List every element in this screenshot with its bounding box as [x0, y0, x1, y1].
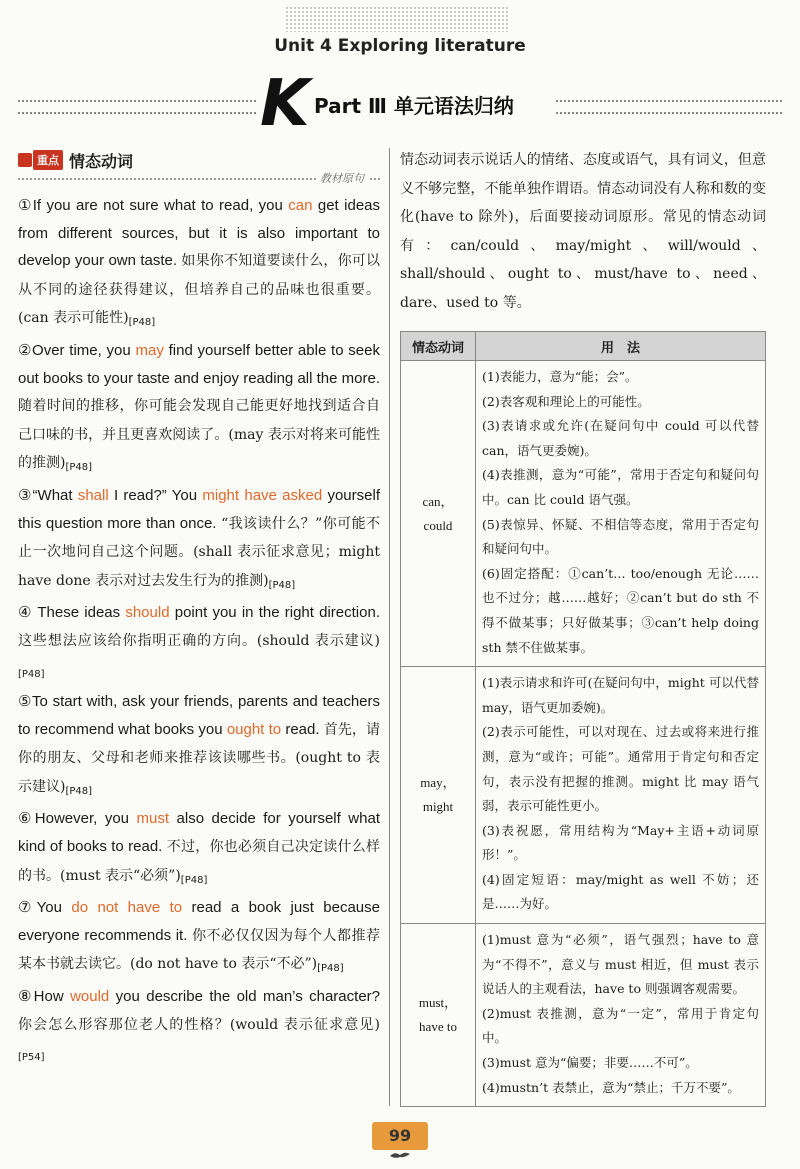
sentence-text: ⑤To start with, ask your friends, parents and teachers to recommend what books you — [18, 693, 380, 738]
verb-label: can， — [422, 493, 454, 509]
sentence-text: get ideas from different sources, but it is also important to develop your own taste. — [18, 197, 380, 270]
page-number: 99 — [372, 1122, 428, 1150]
sentence-text: read. — [281, 720, 324, 738]
example-item — [18, 192, 380, 337]
sentence-text: ③“What — [18, 486, 78, 504]
example-item — [18, 894, 380, 983]
page-ref: [P48] — [317, 963, 344, 975]
page-ref: [P48] — [180, 874, 208, 886]
page-ref: [P48] — [65, 785, 93, 797]
modal-highlight: should — [125, 604, 170, 622]
verb-label: could — [423, 517, 453, 533]
usage-item: (4)mustn’t 表禁止，意为“禁止；千万不要”。 — [482, 1079, 740, 1095]
right-column — [400, 146, 766, 1107]
sentence-text: I read?” You — [108, 486, 203, 504]
example-item — [18, 805, 380, 894]
usage-cell — [476, 667, 766, 924]
page-ref: [P48] — [65, 462, 93, 474]
sentence-text: also decide for yourself what kind of books to read. — [18, 810, 380, 856]
table-header-row — [401, 332, 766, 361]
table-row — [401, 361, 766, 667]
translation-text: 随着时间的推移，你可能会发现自己能更好地找到适合自己口味的书，并且更喜欢阅读了。(may 表示对将来可能性的推测) — [18, 398, 380, 472]
part-header — [18, 67, 782, 141]
usage-item: (1)表能力，意为“能；会”。 — [482, 369, 638, 384]
page-ref: [P48] — [18, 668, 45, 680]
verb-label: might — [422, 799, 454, 815]
modal-highlight: can — [288, 197, 313, 214]
page-ref: [P48] — [128, 317, 156, 329]
example-item — [18, 337, 380, 482]
translation-text: 你会怎么形容那位老人的性格？(would 表示征求意见) — [18, 1016, 380, 1033]
modal-highlight: may — [135, 341, 164, 359]
section-rule — [18, 172, 380, 185]
sentence-text: yourself this question more than once. — [18, 486, 380, 532]
example-item — [18, 688, 380, 805]
key-point-tag: 重点 — [33, 150, 63, 170]
part-letter-logo: K — [260, 67, 310, 141]
sentence-text: you describe the old man’s character? — [109, 988, 380, 1006]
sentence-text: ①If you are not sure what to read, you — [18, 197, 289, 214]
sentence-text: point you in the right direction. — [169, 604, 380, 622]
translation-text: 这些想法应该给你指明正确的方向。(should 表示建议) — [18, 632, 380, 649]
usage-item: (3)表请求或允许(在疑问句中 could 可以代替 can，语气更委婉)。 — [482, 418, 759, 458]
translation-text: 首先，请你的朋友、父母和老师来推荐该读哪些书。(ought to 表示建议) — [18, 721, 380, 795]
modal-highlight: ought to — [226, 720, 282, 738]
section-title: 情态动词 — [69, 151, 134, 171]
translation-text: 不过，你也必须自己决定读什么样的书。(must 表示“必须”) — [18, 839, 380, 884]
table-row — [401, 924, 766, 1107]
usage-item: (1)must 意为“必须”，语气强烈；have to 意为“不得不”，意义与 must 相近，但 must 表示说话人的主观看法，have to 则强调客观需要。 — [482, 932, 759, 997]
section-header — [18, 148, 380, 172]
usage-item: (6)固定搭配：①can’t… too/enough 无论……也不过分；越……越好；②can’t but do sth 不得不做某事；只好做某事；③can’t help doing sth 禁不住做某事。 — [482, 565, 759, 655]
translation-text: 如果你不知道要读什么，你可以从不同的途径获得建议，但培养自己的品味也很重要。(can 表示可能性) — [18, 253, 380, 327]
book-icon — [18, 153, 32, 167]
verb-cell — [401, 667, 476, 924]
usage-item: (2)表客观和理论上的可能性。 — [482, 393, 650, 409]
usage-item: (4)表推测，意为“可能”，常用于否定句和疑问句中。can 比 could 语气强。 — [482, 467, 759, 507]
part-title: Part Ⅲ 单元语法归纳 — [314, 94, 514, 118]
verb-label: must， — [418, 995, 458, 1011]
usage-item: (2)表示可能性，可以对现在、过去或将来进行推测，意为“或许；可能”。通常用于肯定句和否定句，表示没有把握的推测。might 比 may 语气弱，表示可能性更小。 — [482, 724, 759, 814]
usage-item: (5)表惊异、怀疑、不相信等态度，常用于否定句和疑问句中。 — [482, 516, 759, 557]
modal-highlight: shall — [77, 486, 109, 504]
sentence-text: ④ These ideas — [18, 604, 126, 622]
usage-item: (2)must 表推测，意为“一定”，常用于肯定句中。 — [482, 1005, 759, 1046]
example-item — [18, 482, 380, 599]
intro-paragraph: 情态动词表示说话人的情绪、态度或语气，具有词义，但意义不够完整，不能单独作谓语。情态动词没有人称和数的变化(have to 除外)，后面要接动词原形。常见的情态动词有：can/could、may/might、will/would、shall/should、ought to、must/have to、need、dare、used to 等。 — [400, 152, 766, 311]
usage-item: (4)固定短语：may/might as well 不妨；还是……为好。 — [482, 871, 759, 912]
usage-table — [400, 331, 766, 1107]
sentence-text: ②Over time, you — [18, 341, 136, 359]
sentence-text: ⑧How — [18, 988, 71, 1006]
table-row — [401, 667, 766, 924]
bird-icon — [389, 1150, 411, 1160]
usage-item: (3)must 意为“偏要；非要……不可”。 — [482, 1055, 698, 1071]
verb-cell — [401, 924, 476, 1107]
source-label: 教材原句 — [316, 170, 368, 186]
unit-title: Unit 4 Exploring literature — [274, 36, 526, 56]
usage-cell — [476, 924, 766, 1107]
page-ref: [P48] — [268, 579, 296, 591]
sentence-text: ⑦You — [18, 899, 72, 917]
left-column — [18, 148, 380, 1072]
header-cell-usage: 用 法 — [476, 332, 766, 361]
sentence-text: find yourself better able to seek out books to your taste and enjoy reading all the more. — [18, 341, 380, 387]
verb-label: have to — [419, 1019, 457, 1035]
column-divider — [389, 148, 390, 1106]
usage-cell — [476, 361, 766, 667]
verb-label: may， — [420, 775, 456, 791]
usage-item: (1)表示请求和许可(在疑问句中，might 可以代替 may，语气更加委婉)。 — [482, 675, 759, 715]
modal-highlight: must — [136, 810, 170, 828]
translation-text: 你不必仅仅因为每个人都推荐某本书就去读它。(do not have to 表示“不必”) — [18, 927, 380, 973]
modal-highlight: might have asked — [202, 486, 323, 504]
example-item — [18, 599, 380, 688]
dotted-rule-left — [18, 100, 256, 114]
header-cell-verb: 情态动词 — [401, 332, 476, 361]
example-list — [18, 192, 380, 1072]
sentence-text: ⑥However, you — [18, 810, 137, 828]
translation-text: “我该读什么？”你可能不止一次地问自己这个问题。(shall 表示征求意见；might have done 表示对过去发生行为的推测) — [18, 515, 380, 589]
example-item — [18, 983, 380, 1072]
verb-cell — [401, 361, 476, 667]
usage-item: (3)表祝愿，常用结构为“May+主语+动词原形！”。 — [482, 822, 759, 863]
dotted-rule-right — [556, 100, 782, 114]
sentence-text: read a book just because everyone recommends it. — [18, 899, 380, 944]
page-ref: [P54] — [18, 1052, 45, 1064]
modal-highlight: would — [70, 988, 110, 1006]
header-decoration — [285, 6, 510, 32]
modal-highlight: do not have to — [71, 899, 183, 917]
